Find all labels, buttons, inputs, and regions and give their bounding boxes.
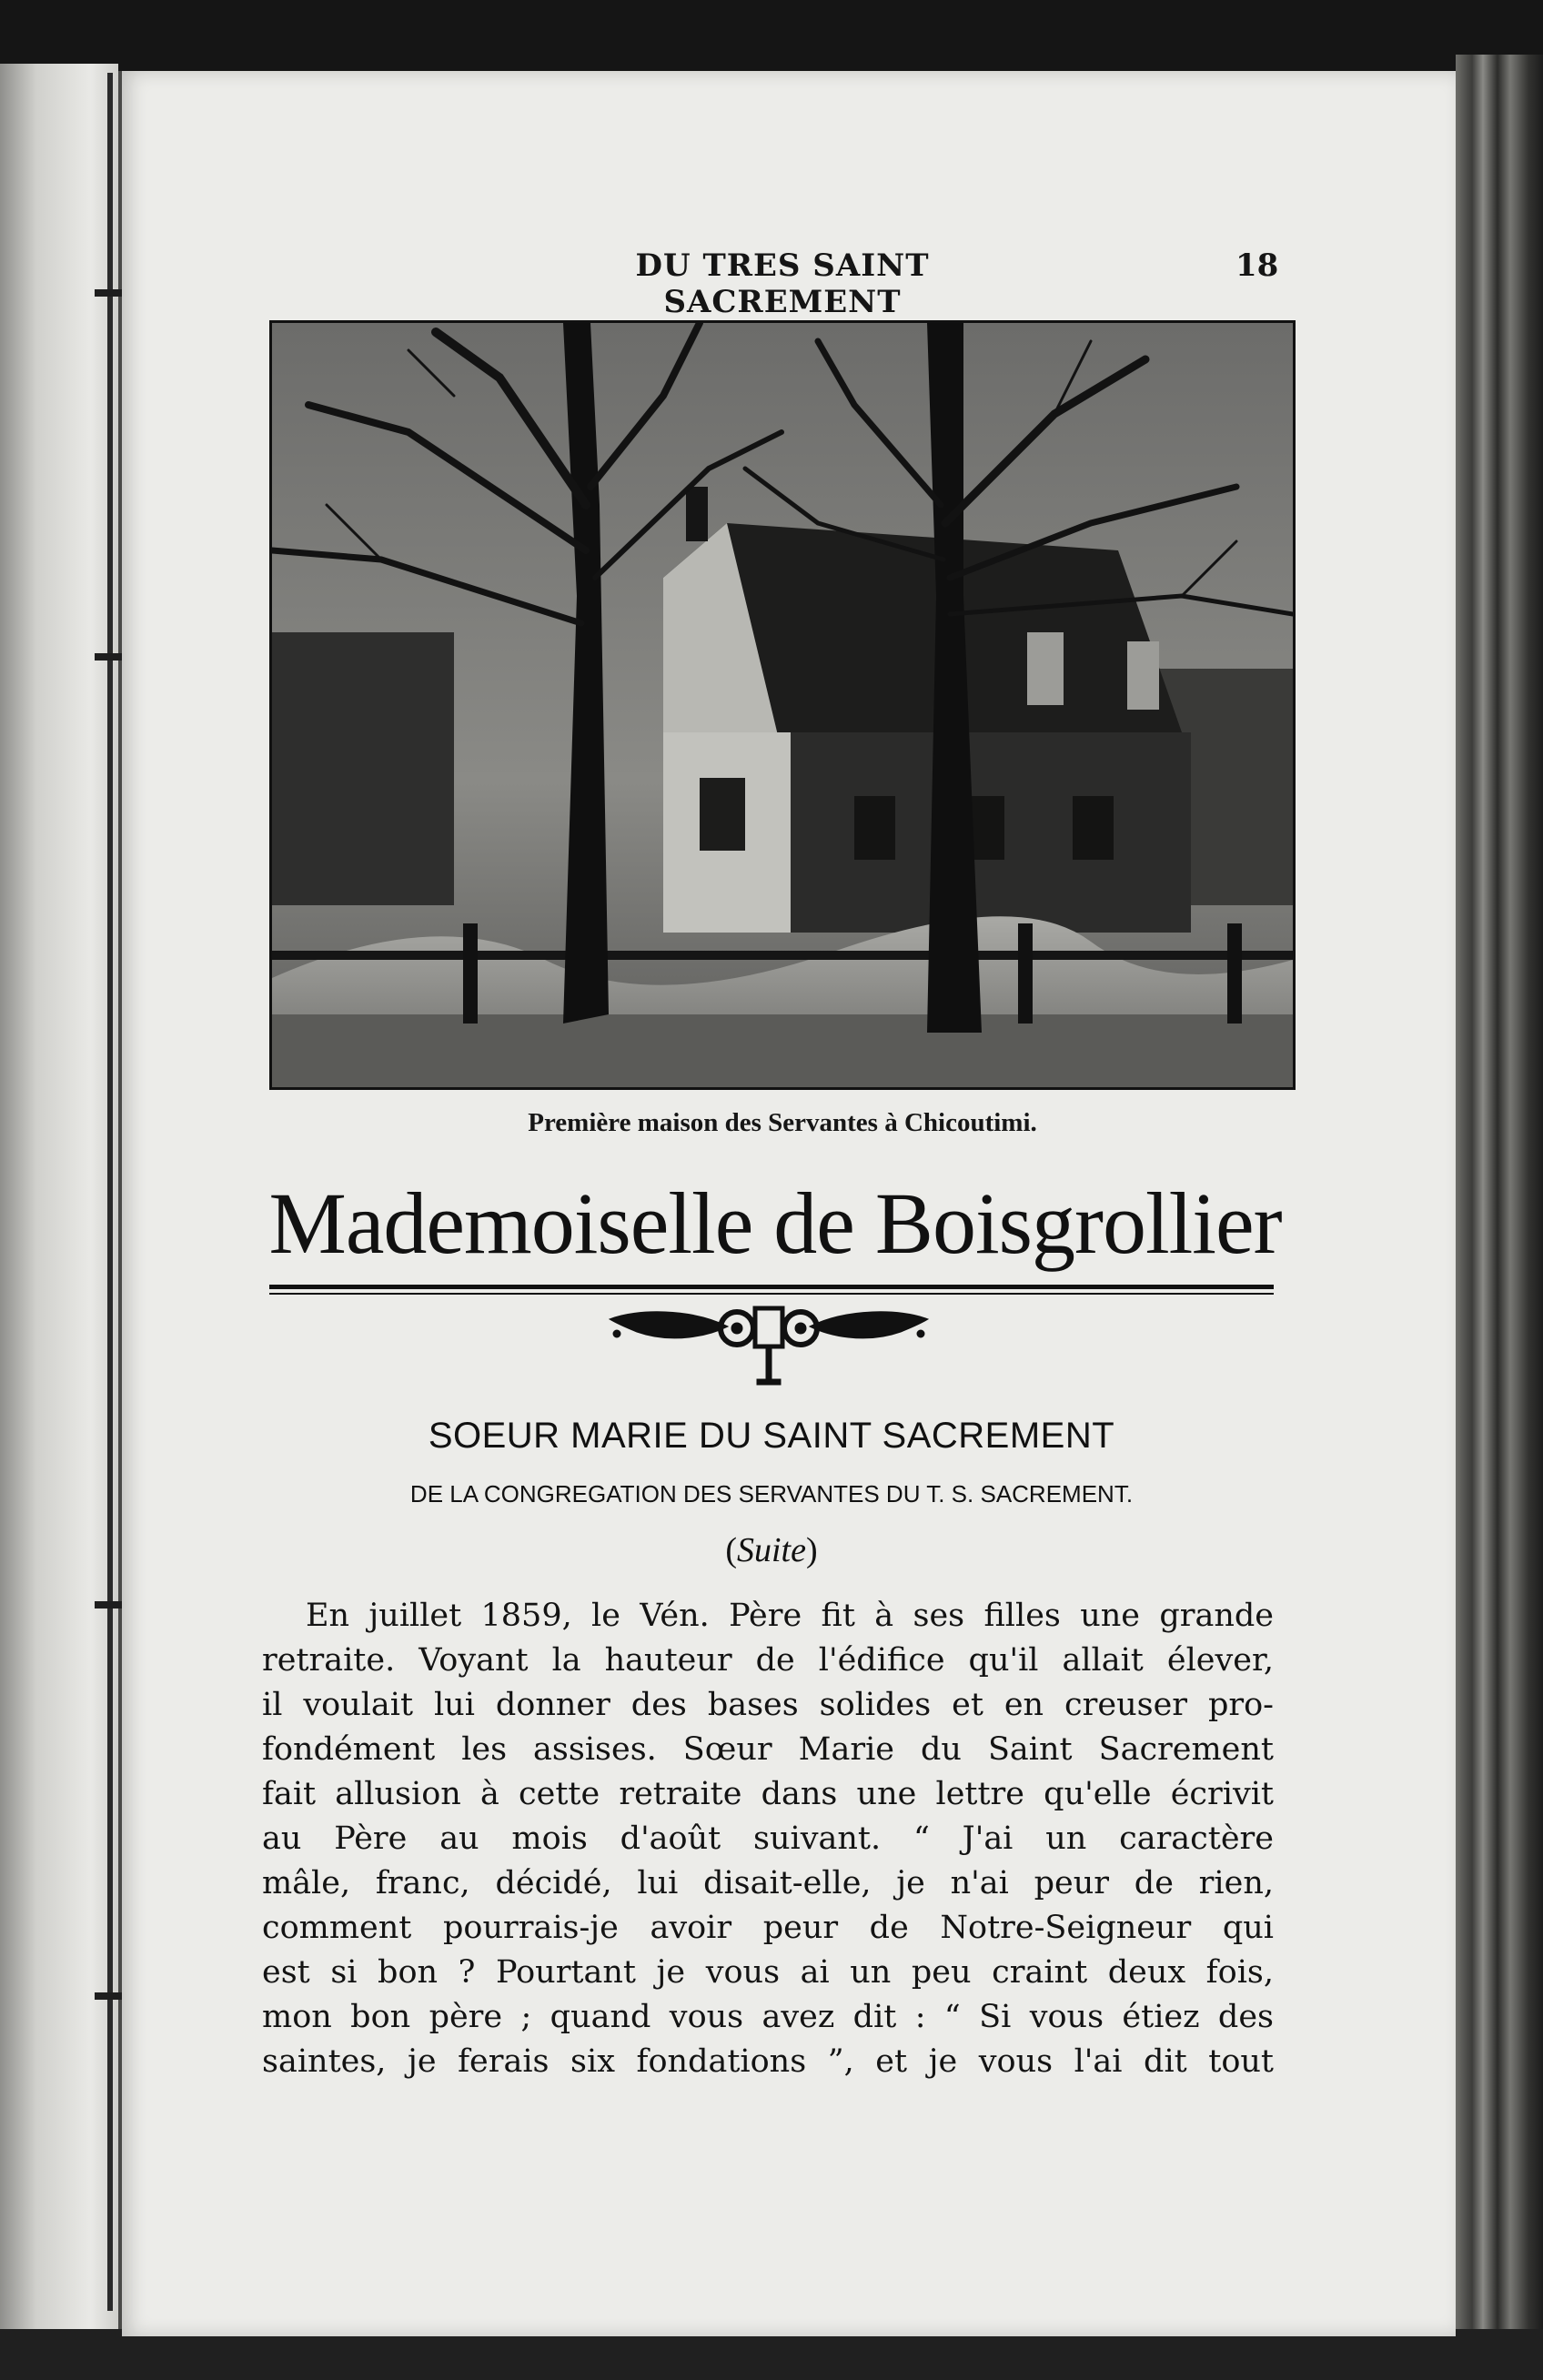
- title-underline: [269, 1285, 1274, 1289]
- body-line: retraite. Voyant la hauteur de l'édifice qu'il allait élever,: [262, 1642, 1274, 1679]
- title-underline-thin: [269, 1293, 1274, 1295]
- page-number: 18: [1235, 247, 1279, 284]
- body-line: est si bon ? Pourtant je vous ai un peu craint deux fois,: [262, 1954, 1274, 1991]
- body-line: au Père au mois d'août suivant. “ J'ai un caractère: [262, 1820, 1274, 1857]
- scan-border-top: [0, 0, 1543, 71]
- body-line: fondément les assises. Sœur Marie du Saint Sacrement: [262, 1731, 1274, 1768]
- scroll-ornament-icon: [600, 1299, 937, 1390]
- scan-border-bottom: [0, 2329, 1543, 2380]
- article-body: [262, 1594, 1274, 2084]
- running-head: DU TRES SAINT SACREMENT: [635, 247, 930, 320]
- binding-thread: [107, 73, 113, 2311]
- body-line: mâle, franc, décidé, lui disait-elle, je n'ai peur de rien,: [262, 1865, 1274, 1901]
- article-subtitle: SOEUR MARIE DU SAINT SACREMENT: [428, 1416, 1115, 1456]
- continuation-label: Suite: [737, 1531, 806, 1569]
- continuation-note: (Suite): [725, 1531, 818, 1569]
- body-line: saintes, je ferais six fondations ”, et je vous l'ai dit tout: [262, 2043, 1274, 2080]
- body-line: fait allusion à cette retraite dans une lettre qu'elle écrivit: [262, 1776, 1274, 1812]
- body-line: il voulait lui donner des bases solides et en creuser pro-: [262, 1687, 1274, 1723]
- article-subtitle-congregation: DE LA CONGREGATION DES SERVANTES DU T. S. SACREMENT.: [409, 1480, 1134, 1508]
- body-line: mon bon père ; quand vous avez dit : “ Si vous étiez des: [262, 1999, 1274, 2035]
- photo-caption: Première maison des Servantes à Chicoutimi.: [528, 1108, 1037, 1137]
- book-edge-right: [1456, 55, 1543, 2380]
- article-title: Mademoiselle de Boisgrollier: [268, 1175, 1282, 1272]
- house-photograph: [269, 320, 1296, 1090]
- body-line: comment pourrais-je avoir peur de Notre-Seigneur qui: [262, 1910, 1274, 1946]
- body-line: En juillet 1859, le Vén. Père fit à ses filles une grande: [306, 1598, 1274, 1634]
